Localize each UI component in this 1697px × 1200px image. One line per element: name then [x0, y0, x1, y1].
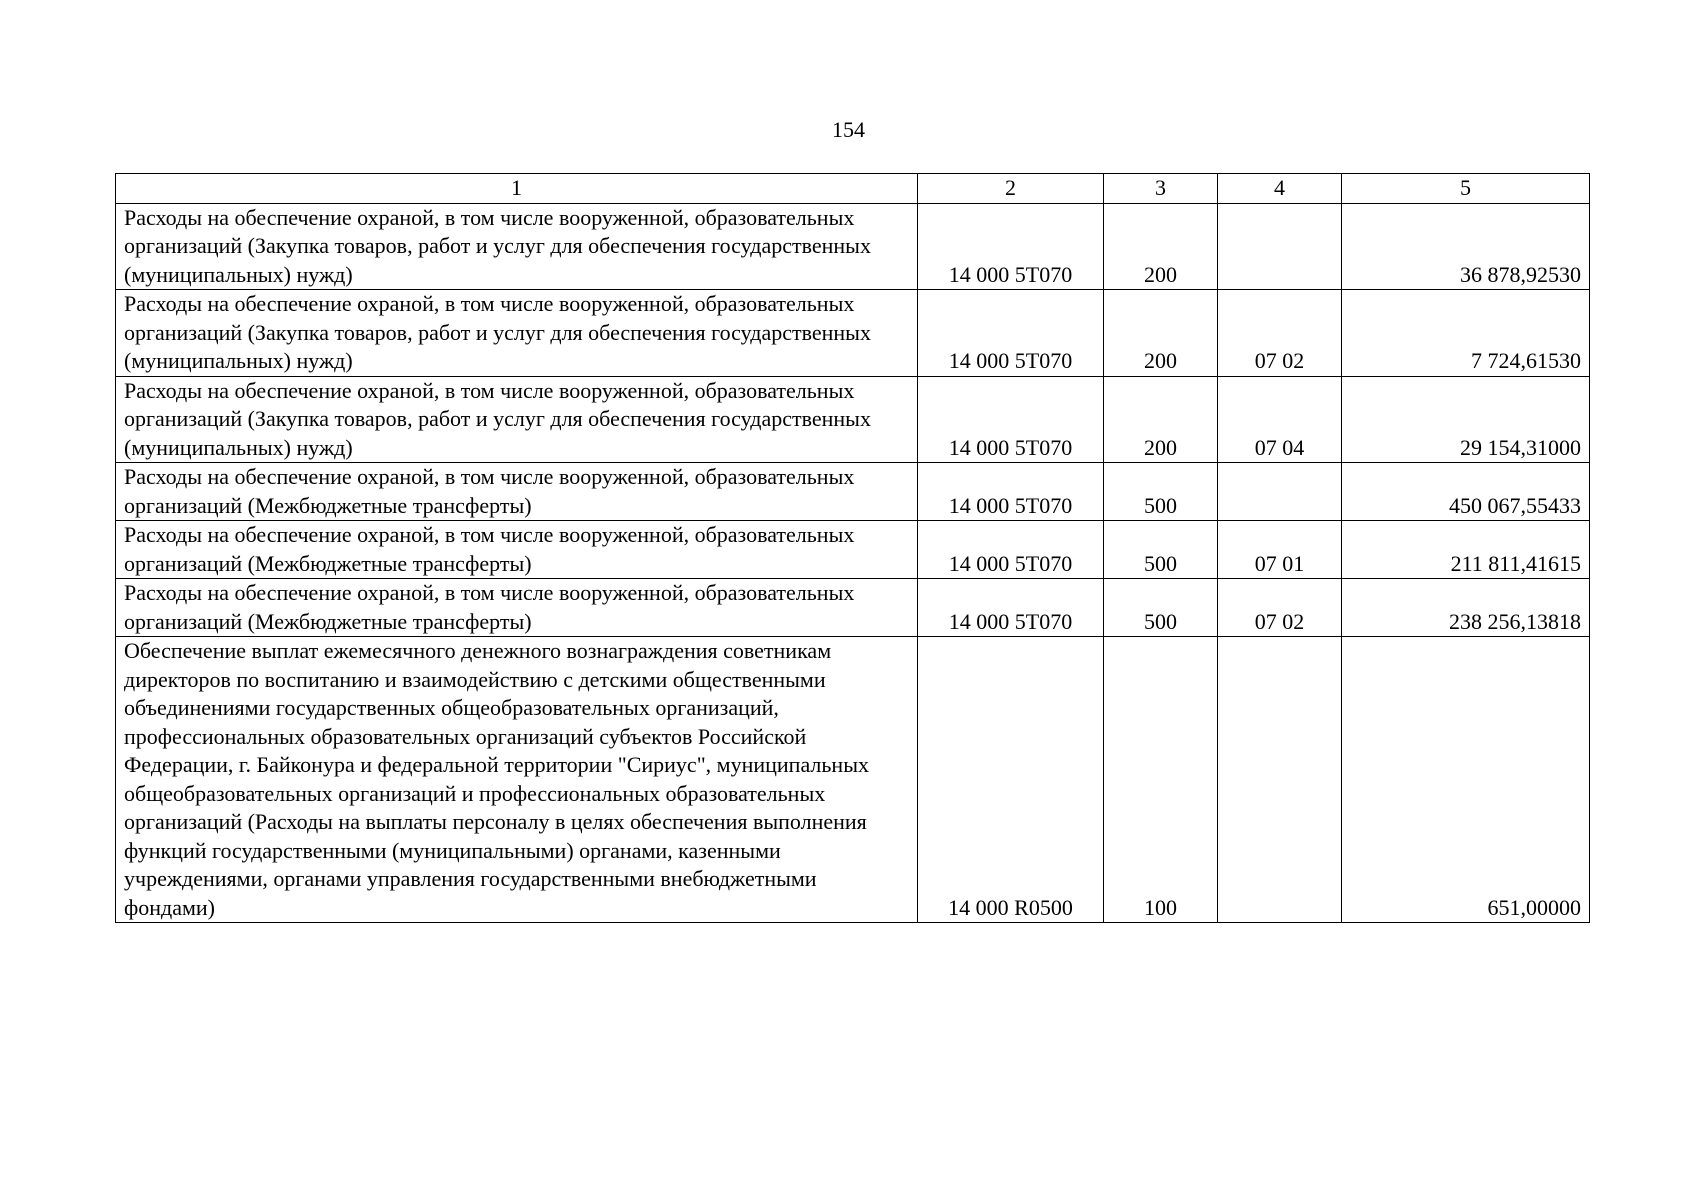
table-row — [116, 376, 1590, 463]
row-expense-type: 200 — [1104, 290, 1218, 377]
header-col-4: 4 — [1218, 174, 1342, 204]
row-section — [1218, 637, 1342, 923]
row-target-code: 14 000 R0500 — [918, 637, 1104, 923]
row-target-code: 14 000 5Т070 — [918, 579, 1104, 637]
table-row — [116, 203, 1590, 290]
row-target-code: 14 000 5Т070 — [918, 203, 1104, 290]
row-section: 07 01 — [1218, 521, 1342, 579]
row-amount: 7 724,61530 — [1342, 290, 1590, 377]
header-col-1: 1 — [116, 174, 918, 204]
row-target-code: 14 000 5Т070 — [918, 376, 1104, 463]
header-col-5: 5 — [1342, 174, 1590, 204]
row-amount: 36 878,92530 — [1342, 203, 1590, 290]
row-description: Расходы на обеспечение охраной, в том числе вооруженной, образовательных организаций (Закупка товаров, работ и услуг для обеспечения государственных (муниципальных) нужд) — [116, 290, 918, 377]
table-row — [116, 521, 1590, 579]
row-amount: 29 154,31000 — [1342, 376, 1590, 463]
row-description: Расходы на обеспечение охраной, в том числе вооруженной, образовательных организаций (Закупка товаров, работ и услуг для обеспечения государственных (муниципальных) нужд) — [116, 203, 918, 290]
row-expense-type: 500 — [1104, 463, 1218, 521]
row-expense-type: 500 — [1104, 579, 1218, 637]
row-description: Расходы на обеспечение охраной, в том числе вооруженной, образовательных организаций (Межбюджетные трансферты) — [116, 521, 918, 579]
header-row — [116, 174, 1590, 204]
table-row — [116, 579, 1590, 637]
row-amount: 211 811,41615 — [1342, 521, 1590, 579]
table-body — [116, 203, 1590, 923]
row-expense-type: 200 — [1104, 376, 1218, 463]
row-description: Расходы на обеспечение охраной, в том числе вооруженной, образовательных организаций (Межбюджетные трансферты) — [116, 463, 918, 521]
page-number: 154 — [832, 117, 865, 142]
table-row — [116, 463, 1590, 521]
row-section: 07 04 — [1218, 376, 1342, 463]
table-row — [116, 637, 1590, 923]
row-target-code: 14 000 5Т070 — [918, 521, 1104, 579]
row-amount: 238 256,13818 — [1342, 579, 1590, 637]
row-description: Обеспечение выплат ежемесячного денежного вознаграждения советникам директоров по воспитанию и взаимодействию с детскими общественными объединениями государственных общеобразовательных организаций, профессиональных образовательных организаций субъектов Российской Федерации, г. Байконура и федеральной территории "Сириус", муниципальных общеобразовательных организаций и профессиональных образовательных организаций (Расходы на выплаты персоналу в целях обеспечения выполнения функций государственными (муниципальными) органами, казенными учреждениями, органами управления государственными внебюджетными фондами) — [116, 637, 918, 923]
row-target-code: 14 000 5Т070 — [918, 290, 1104, 377]
row-target-code: 14 000 5Т070 — [918, 463, 1104, 521]
row-section — [1218, 463, 1342, 521]
row-amount: 450 067,55433 — [1342, 463, 1590, 521]
row-section: 07 02 — [1218, 290, 1342, 377]
row-section: 07 02 — [1218, 579, 1342, 637]
row-amount: 651,00000 — [1342, 637, 1590, 923]
row-expense-type: 500 — [1104, 521, 1218, 579]
budget-table — [115, 173, 1590, 923]
row-expense-type: 100 — [1104, 637, 1218, 923]
table-header — [116, 174, 1590, 204]
row-description: Расходы на обеспечение охраной, в том числе вооруженной, образовательных организаций (Межбюджетные трансферты) — [116, 579, 918, 637]
row-expense-type: 200 — [1104, 203, 1218, 290]
row-description: Расходы на обеспечение охраной, в том числе вооруженной, образовательных организаций (Закупка товаров, работ и услуг для обеспечения государственных (муниципальных) нужд) — [116, 376, 918, 463]
header-col-2: 2 — [918, 174, 1104, 204]
header-col-3: 3 — [1104, 174, 1218, 204]
row-section — [1218, 203, 1342, 290]
table-row — [116, 290, 1590, 377]
